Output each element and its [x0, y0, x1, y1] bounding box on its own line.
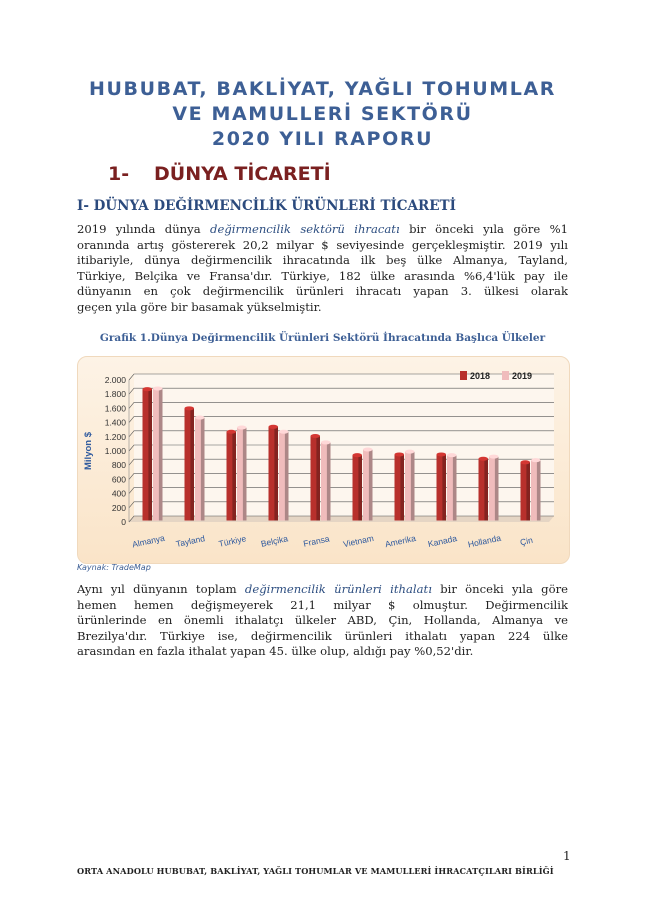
bar-top	[521, 460, 531, 464]
bar-top	[237, 425, 247, 429]
chapter-number: 1-	[108, 163, 130, 185]
bar-top	[311, 434, 321, 438]
bar-top	[269, 425, 279, 429]
bar-shade	[484, 459, 488, 521]
paragraph-line: hemen hemen değişmeyerek 21,1 milyar $ olmuştur. Değirmencilik	[77, 597, 568, 612]
bar-shade	[274, 427, 278, 521]
title-line-3: 2020 YILI RAPORU	[211, 128, 434, 150]
paragraph-export	[77, 222, 568, 316]
x-tick-label: Belçika	[259, 533, 289, 549]
bar-shade	[190, 408, 194, 520]
bar-shade	[243, 427, 247, 520]
chart-source: Kaynak: TradeMap	[77, 563, 151, 572]
chapter-heading	[108, 163, 331, 185]
bar-shade	[495, 457, 499, 521]
legend-label: 2018	[470, 371, 491, 381]
bar-top	[185, 406, 195, 410]
paragraph-line: itibariyle, dünya değirmencilik ihracatında ilk beş ülke Almanya, Tayland,	[77, 253, 568, 268]
y-tick-label: 1.800	[104, 389, 126, 400]
legend-swatch	[460, 371, 467, 380]
paragraph-line: geçen yıla göre bir basamak yükselmiştir.	[77, 299, 322, 314]
y-tick-label: 400	[111, 488, 126, 499]
bar-top	[405, 450, 415, 454]
bar-top	[353, 453, 363, 457]
x-tick-label: Amerika	[384, 532, 417, 550]
y-tick-label: 2.000	[104, 375, 126, 385]
chart-caption: Grafik 1.Dünya Değirmencilik Ürünleri Sektörü İhracatında Başlıca Ülkeler	[99, 332, 546, 344]
x-tick-label: Kanada	[427, 533, 458, 550]
legend-label: 2019	[512, 371, 533, 381]
bar-top	[479, 457, 489, 461]
x-tick-label: Türkiye	[217, 533, 248, 549]
bar-shade	[148, 389, 152, 520]
paragraph-line: Türkiye, Belçika ve Fransa'dır. Türkiye, 182 ülke arasında %6,4'lük pay ile	[77, 268, 568, 283]
bar-shade	[285, 432, 289, 521]
bar-top	[437, 452, 447, 456]
x-tick-label: Fransa	[302, 533, 331, 549]
bar-top	[447, 453, 457, 457]
legend-swatch	[502, 371, 509, 380]
paragraph-line: oranında artış göstererek 20,2 milyar $ seviyesinde gerçekleşmiştir. 2019 yılı	[77, 237, 568, 252]
bar-shade	[453, 455, 457, 520]
paragraph-line: Aynı yıl dünyanın toplam değirmencilik ürünleri ithalatı bir önceki yıla göre	[77, 582, 568, 596]
bar-shade	[537, 460, 541, 520]
y-tick-label: 1.000	[104, 446, 126, 456]
y-tick-label: 600	[111, 474, 126, 485]
y-tick-label: 200	[111, 502, 126, 513]
title-line-1: HUBUBAT, BAKLİYAT, YAĞLI TOHUMLAR	[89, 78, 556, 100]
bar-top	[363, 448, 373, 452]
bar-shade	[327, 442, 331, 520]
paragraph-line: 2019 yılında dünya değirmencilik sektörü ihracatı bir önceki yıla göre %1	[77, 222, 568, 236]
bar-shade	[201, 418, 205, 521]
bar-shade	[411, 452, 415, 521]
paragraph-line: Brezilya'dır. Türkiye ise, değirmencilik ürünleri ithalatı yapan 224 ülke	[77, 628, 568, 643]
x-tick-label: Almanya	[131, 532, 166, 550]
emphasis-text: değirmencilik sektörü ihracatı	[210, 222, 400, 236]
bar-top	[227, 430, 237, 434]
bar-shade	[526, 462, 530, 520]
x-tick-label: Çin	[519, 534, 534, 548]
bar-shade	[369, 450, 373, 521]
x-tick-label: Tayland	[175, 533, 206, 550]
bar-shade	[159, 388, 163, 520]
report-title	[40, 77, 605, 152]
y-tick-label: 800	[111, 460, 126, 471]
y-tick-label: 1.400	[104, 417, 126, 428]
paragraph-line: arasından en fazla ithalat yapan 45. ülke olup, aldığı pay %0,52'dir.	[77, 644, 474, 659]
x-tick-label: Vietnam	[342, 532, 375, 550]
bar-top	[195, 416, 205, 420]
bar-shade	[358, 455, 362, 520]
bar-top	[395, 452, 405, 456]
y-tick-label: 0	[121, 517, 126, 527]
bar-shade	[400, 454, 404, 520]
bar-shade	[316, 436, 320, 520]
y-tick-label: 1.200	[104, 431, 126, 442]
section-heading: I- DÜNYA DEĞİRMENCİLİK ÜRÜNLERİ TİCARETİ	[77, 198, 456, 214]
paragraph-line: dünyanın en çok değirmencilik ürünleri ihracatı yapan 3. ülkesi olarak	[77, 284, 568, 299]
paragraph-line: ürünlerinde en önemli ithalatçı ülkeler ABD, Çin, Hollanda, Almanya ve	[77, 613, 568, 628]
bar-top	[531, 458, 541, 462]
bar-top	[143, 387, 153, 391]
bar-shade	[232, 432, 236, 521]
bar-top	[489, 455, 499, 459]
bar-top	[279, 430, 289, 434]
bar-top	[153, 386, 163, 390]
x-tick-label: Hollanda	[466, 532, 502, 550]
paragraph-import	[77, 582, 568, 660]
title-line-2: VE MAMULLERİ SEKTÖRÜ	[172, 103, 473, 125]
y-tick-label: 1.600	[104, 403, 126, 414]
page-footer: ORTA ANADOLU HUBUBAT, BAKLİYAT, YAĞLI TOHUMLAR VE MAMULLERİ İHRACATÇILARI BİRLİĞİ	[77, 866, 554, 876]
page-number: 1	[563, 849, 571, 863]
emphasis-text: değirmencilik ürünleri ithalatı	[244, 582, 432, 596]
y-axis-label: Milyon $	[83, 431, 94, 471]
export-bar-chart	[77, 356, 568, 562]
bar-shade	[442, 454, 446, 520]
chapter-label: DÜNYA TİCARETİ	[154, 163, 331, 185]
bar-top	[321, 440, 331, 444]
